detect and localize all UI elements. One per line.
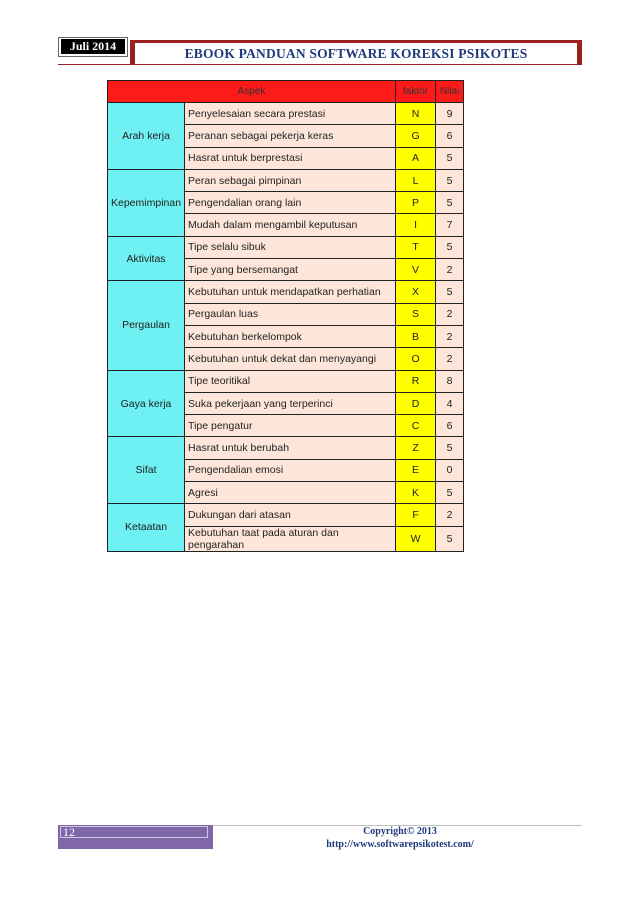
description-cell: Mudah dalam mengambil keputusan [185,214,396,236]
table-row [108,437,464,459]
value-cell: 9 [436,103,464,125]
factor-cell: V [396,259,436,281]
factor-cell: C [396,415,436,437]
description-cell: Kebutuhan berkelompok [185,325,396,347]
factor-cell: G [396,125,436,147]
value-cell: 5 [436,281,464,303]
value-cell: 2 [436,504,464,526]
factor-cell: W [396,526,436,551]
description-cell: Tipe pengatur [185,415,396,437]
aspect-cell: Sifat [108,437,185,504]
aspect-cell: Aktivitas [108,236,185,281]
description-cell: Peran sebagai pimpinan [185,169,396,191]
description-cell: Dukungan dari atasan [185,504,396,526]
footer-copyright: Copyright© 2013 [363,826,437,837]
factor-cell: L [396,169,436,191]
value-cell: 5 [436,192,464,214]
aspect-cell: Kepemimpinan [108,169,185,236]
value-cell: 5 [436,169,464,191]
header-bar-accent [130,40,582,43]
value-cell: 4 [436,392,464,414]
factor-cell: E [396,459,436,481]
factor-cell: R [396,370,436,392]
factor-cell: T [396,236,436,258]
description-cell: Pengendalian orang lain [185,192,396,214]
value-cell: 6 [436,415,464,437]
value-cell: 6 [436,125,464,147]
description-cell: Pengendalian emosi [185,459,396,481]
header-title: EBOOK PANDUAN SOFTWARE KOREKSI PSIKOTES [184,46,528,61]
factor-cell: B [396,325,436,347]
description-cell: Tipe teoritikal [185,370,396,392]
value-cell: 2 [436,325,464,347]
factor-cell: S [396,303,436,325]
table-row [108,103,464,125]
factor-cell: I [396,214,436,236]
factor-cell: P [396,192,436,214]
page-number: 12 [63,825,75,839]
value-cell: 2 [436,348,464,370]
description-cell: Kebutuhan untuk mendapatkan perhatian [185,281,396,303]
description-cell: Hasrat untuk berubah [185,437,396,459]
page-number-frame [60,826,208,838]
table-row [108,370,464,392]
aspect-cell: Ketaatan [108,504,185,551]
value-cell: 5 [436,437,464,459]
value-cell: 2 [436,303,464,325]
table-row [108,236,464,258]
header-date: Juli 2014 [61,39,125,54]
factor-cell: A [396,147,436,169]
column-header-value: Nilai [436,81,464,103]
description-cell: Pergaulan luas [185,303,396,325]
table-header-row [108,81,464,103]
factor-cell: D [396,392,436,414]
factor-cell: O [396,348,436,370]
factor-cell: F [396,504,436,526]
aspect-cell: Arah kerja [108,103,185,170]
description-cell: Kebutuhan untuk dekat dan menyayangi [185,348,396,370]
aspect-cell: Pergaulan [108,281,185,370]
description-cell: Peranan sebagai pekerja keras [185,125,396,147]
factor-cell: X [396,281,436,303]
column-header-factor: faktor [396,81,436,103]
value-cell: 0 [436,459,464,481]
column-header-aspect: Aspek [108,81,396,103]
value-cell: 8 [436,370,464,392]
description-cell: Hasrat untuk berprestasi [185,147,396,169]
description-cell: Tipe selalu sibuk [185,236,396,258]
psikotes-table [107,80,464,552]
value-cell: 5 [436,236,464,258]
value-cell: 5 [436,482,464,504]
factor-cell: K [396,482,436,504]
value-cell: 7 [436,214,464,236]
description-cell: Kebutuhan taat pada aturan dan pengarahan [185,526,396,551]
value-cell: 2 [436,259,464,281]
description-cell: Agresi [185,482,396,504]
table-row [108,169,464,191]
factor-cell: Z [396,437,436,459]
description-cell: Tipe yang bersemangat [185,259,396,281]
table-body [108,103,464,552]
description-cell: Penyelesaian secara prestasi [185,103,396,125]
header-bar-right-accent [577,40,582,64]
aspect-cell: Gaya kerja [108,370,185,437]
value-cell: 5 [436,526,464,551]
description-cell: Suka pekerjaan yang terperinci [185,392,396,414]
table-row [108,504,464,526]
footer-url[interactable]: http://www.softwarepsikotest.com/ [326,839,474,850]
value-cell: 5 [436,147,464,169]
header-divider [58,64,582,65]
table-row [108,281,464,303]
factor-cell: N [396,103,436,125]
